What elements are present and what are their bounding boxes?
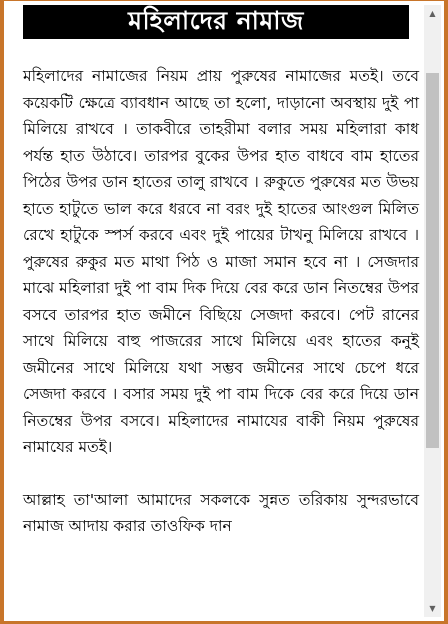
scroll-down-arrow-icon[interactable]: ▼	[429, 603, 436, 613]
scrollbar-thumb[interactable]	[426, 73, 439, 449]
article-title: মহিলাদের নামাজ	[23, 5, 409, 39]
scroll-up-arrow-icon[interactable]: ▲	[429, 8, 436, 18]
article-paragraph: আল্লাহ তা'আলা আমাদের সকলকে সুন্নত তরিকায় সুন্দরভাবে নামাজ আদায় করার তাওফিক দান	[23, 490, 419, 535]
article-body	[23, 63, 419, 540]
article-paragraph: মহিলাদের নামাজের নিয়ম প্রায় পুরুষের নামাজের মতই। তবে কয়েকটি ক্ষেত্রে ব্যাবধান আছে তা হলো, দাড়ানো অবস্থায় দুই পা মিলিয়ে রাখবে । তাকবীরে তাহরীমা বলার সময় মহিলারা কাধ পর্যন্ত হাত উঠাবে। তারপর বুকের উপর হাত বাধবে বাম হাতের পিঠের উপর ডান হাতের তালু রাখবে । রুকুতে পুরুষের মত উভয় হাতে হাটুতে ভাল করে ধরবে না বরং দুই হাতের আংগুল মিলিত রেখে হাটুকে স্পর্স করবে এবং দুই পায়ের টাখনু মিলিয়ে রাখবে । পুরুষের রুকুর মত মাথা পিঠ ও মাজা সমান হবে না । সেজদার মাঝে মহিলারা দুই পা বাম দিক দিয়ে বের করে ডান নিতম্বের উপর বসবে তারপর হাত জমীনে বিছিয়ে সেজদা করবে। পেট রানের সাথে মিলিয়ে বাহু পাজরের সাথে মিলিয়ে এবং হাতের কনুই জমীনের সাথে মিলিয়ে যথা সম্ভব জমীনের সাথে চেপে ধরে সেজদা করবে । বসার সময় দুই পা বাম দিকে বের করে দিয়ে ডান নিতম্বের উপর বসবে। মহিলাদের নামাযের বাকী নিয়ম পুরুষের নামাযের মতই।	[23, 67, 419, 456]
vertical-scrollbar[interactable]	[424, 5, 441, 617]
